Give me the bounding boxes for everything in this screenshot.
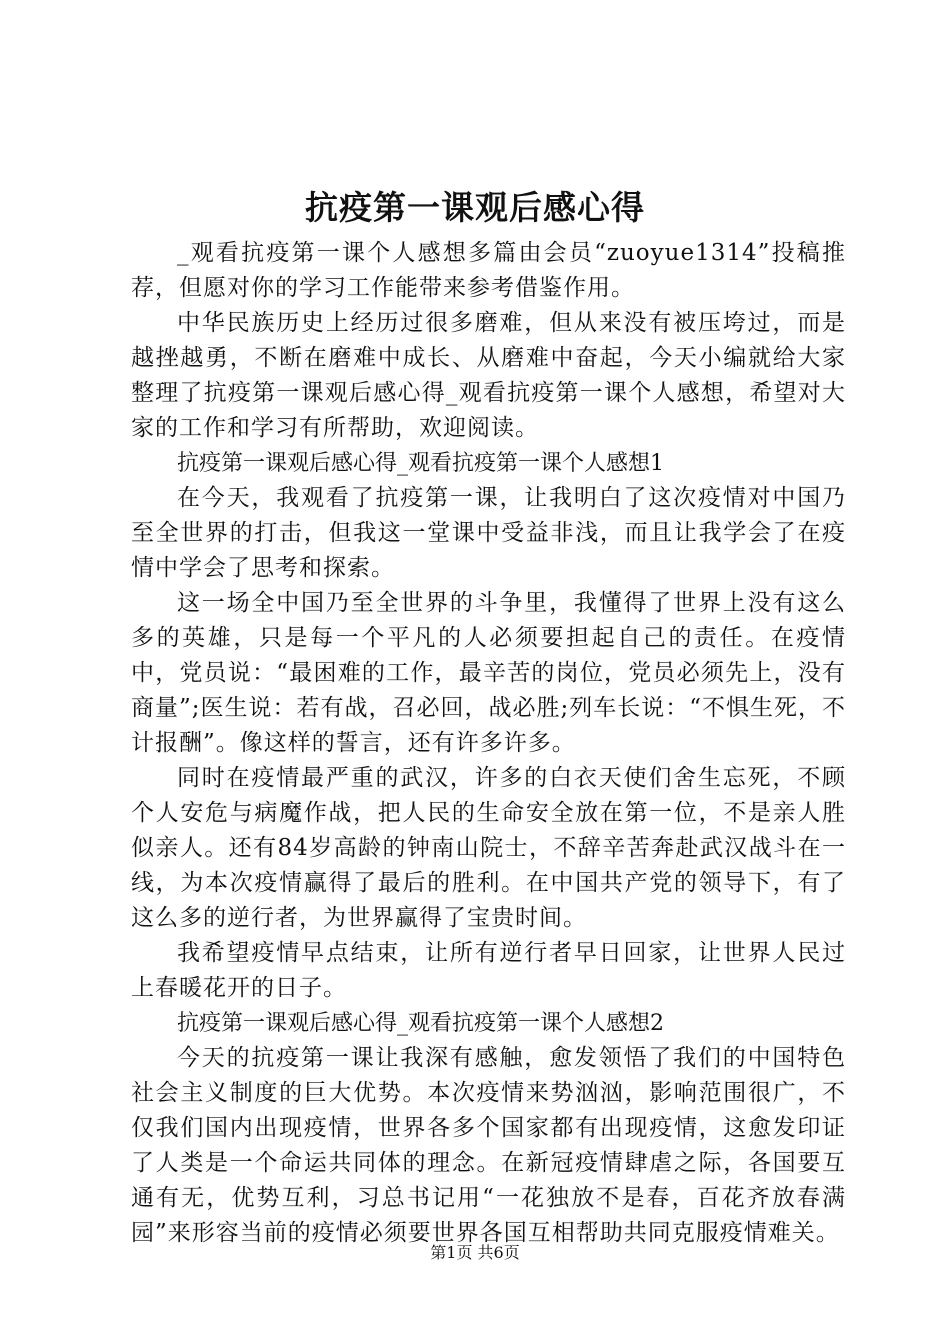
body-paragraph: 我希望疫情早点结束，让所有逆行者早日回家，让世界人民过上春暖花开的日子。 <box>131 940 846 1001</box>
body-paragraph: 同时在疫情最严重的武汉，许多的白衣天使们舍生忘死，不顾个人安危与病魔作战，把人民的生命安全放在第一位，不是亲人胜似亲人。还有84岁高龄的钟南山院士，不辞辛苦奔赴武汉战斗在一线，为本次疫情赢得了最后的胜利。在中国共产党的领导下，有了这么多的逆行者，为世界赢得了宝贵时间。 <box>131 765 846 931</box>
body-paragraph: 在今天，我观看了抗疫第一课，让我明白了这次疫情对中国乃至全世界的打击，但我这一堂课中受益非浅，而且让我学会了在疫情中学会了思考和探索。 <box>131 485 846 581</box>
lead-paragraph: 中华民族历史上经历过很多磨难，但从来没有被压垮过，而是越挫越勇，不断在磨难中成长、从磨难中奋起，今天小编就给大家整理了抗疫第一课观后感心得_观看抗疫第一课个人感想，希望对大家的工作和学习有所帮助，欢迎阅读。 <box>131 310 846 441</box>
body-paragraph: 今天的抗疫第一课让我深有感触，愈发领悟了我们的中国特色社会主义制度的巨大优势。本次疫情来势汹汹，影响范围很广，不仅我们国内出现疫情，世界各多个国家都有出现疫情，这愈发印证了人类是一个命运共同体的理念。在新冠疫情肆虐之际，各国要互通有无，优势互利，习总书记用“一花独放不是春，百花齐放春满园”来形容当前的疫情必须要世界各国互相帮助共同克服疫情难关。 <box>131 1045 846 1246</box>
page-number-footer: 第1页 共6页 <box>430 1243 520 1262</box>
document-body <box>131 236 846 1251</box>
section-heading-2: 抗疫第一课观后感心得_观看抗疫第一课个人感想2 <box>177 1011 664 1036</box>
document-title: 抗疫第一课观后感心得 <box>305 188 645 227</box>
intro-paragraph: _观看抗疫第一课个人感想多篇由会员“zuoyue1314”投稿推荐，但愿对你的学习工作能带来参考借鉴作用。 <box>131 240 846 301</box>
body-paragraph: 这一场全中国乃至全世界的斗争里，我懂得了世界上没有这么多的英雄，只是每一个平凡的人必须要担起自己的责任。在疫情中，党员说：“最困难的工作，最辛苦的岗位，党员必须先上，没有商量”;医生说：若有战，召必回，战必胜;列车长说：“不惧生死，不计报酬”。像这样的誓言，还有许多许多。 <box>131 590 847 756</box>
section-heading-1: 抗疫第一课观后感心得_观看抗疫第一课个人感想1 <box>177 451 664 476</box>
